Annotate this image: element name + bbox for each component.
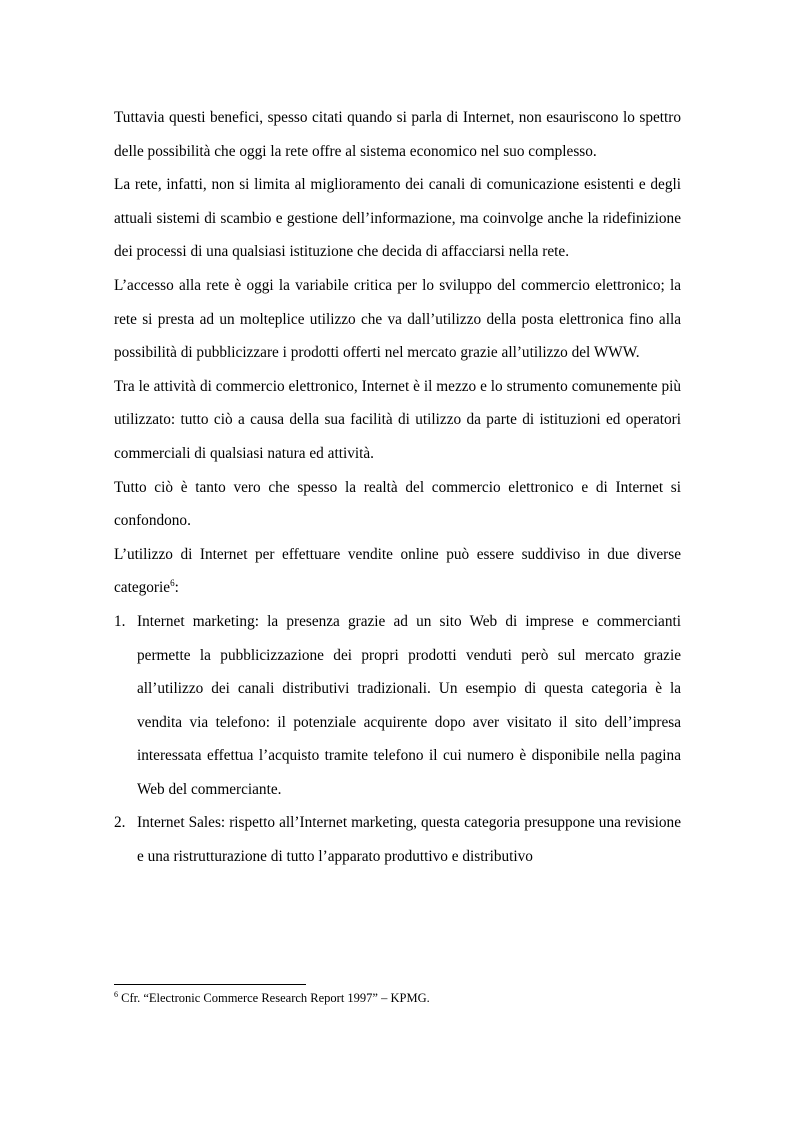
intro-paragraph xyxy=(114,538,681,605)
list-item-text: Internet Sales: rispetto all’Internet marketing, questa categoria presuppone una revisione e una ristrutturazione di tutto l’apparato produttivo e distributivo xyxy=(137,814,681,866)
paragraph: Tra le attività di commercio elettronico, Internet è il mezzo e lo strumento comunemente più utilizzato: tutto ciò a causa della sua facilità di utilizzo da parte di istituzioni ed operatori commerciali di qualsiasi natura ed attività. xyxy=(114,377,681,462)
list-item xyxy=(114,806,681,873)
list-item-text: Internet marketing: la presenza grazie ad un sito Web di imprese e commercianti permette la pubblicizzazione dei propri prodotti venduti però sul mercato grazie all’utilizzo dei canali distributivi tradizionali. Un esempio di questa categoria è la vendita via telefono: il potenziale acquirente dopo aver visitato il sito dell’impresa interessata effettua l’acquisto tramite telefono il cui numero è disponibile nella pagina Web del commerciante. xyxy=(137,612,681,798)
paragraph: Tutto ciò è tanto vero che spesso la realtà del commercio elettronico e di Internet si confondono. xyxy=(114,478,681,530)
paragraph: L’accesso alla rete è oggi la variabile critica per lo sviluppo del commercio elettronico; la rete si presta ad un molteplice utilizzo che va dall’utilizzo della posta elettronica fino alla possibilità di pubblicizzare i prodotti offerti nel mercato grazie all’utilizzo del WWW. xyxy=(114,276,681,362)
intro-paragraph-text: L’utilizzo di Internet per effettuare vendite online può essere suddiviso in due diverse categorie xyxy=(114,545,681,597)
footnote-text: Cfr. “Electronic Commerce Research Report 1997” – KPMG. xyxy=(121,991,430,1005)
footnote-separator xyxy=(114,984,306,985)
paragraph: Tuttavia questi benefici, spesso citati quando si parla di Internet, non esauriscono lo spettro delle possibilità che oggi la rete offre al sistema economico nel suo complesso. xyxy=(114,109,681,160)
category-list xyxy=(114,605,681,874)
list-item-number: 1. xyxy=(114,612,126,630)
intro-paragraph-trailing: : xyxy=(174,579,179,597)
footnote-reference[interactable]: 6 xyxy=(170,578,175,589)
footnote-number: 6 xyxy=(114,990,118,999)
list-item xyxy=(114,605,681,807)
body-text xyxy=(114,101,681,874)
footnote xyxy=(114,990,430,1006)
paragraph: La rete, infatti, non si limita al miglioramento dei canali di comunicazione esistenti e degli attuali sistemi di scambio e gestione dell’informazione, ma coinvolge anche la ridefinizione dei processi di una qualsiasi istituzione che decida di affacciarsi nella rete. xyxy=(114,176,681,261)
list-item-number: 2. xyxy=(114,814,126,832)
